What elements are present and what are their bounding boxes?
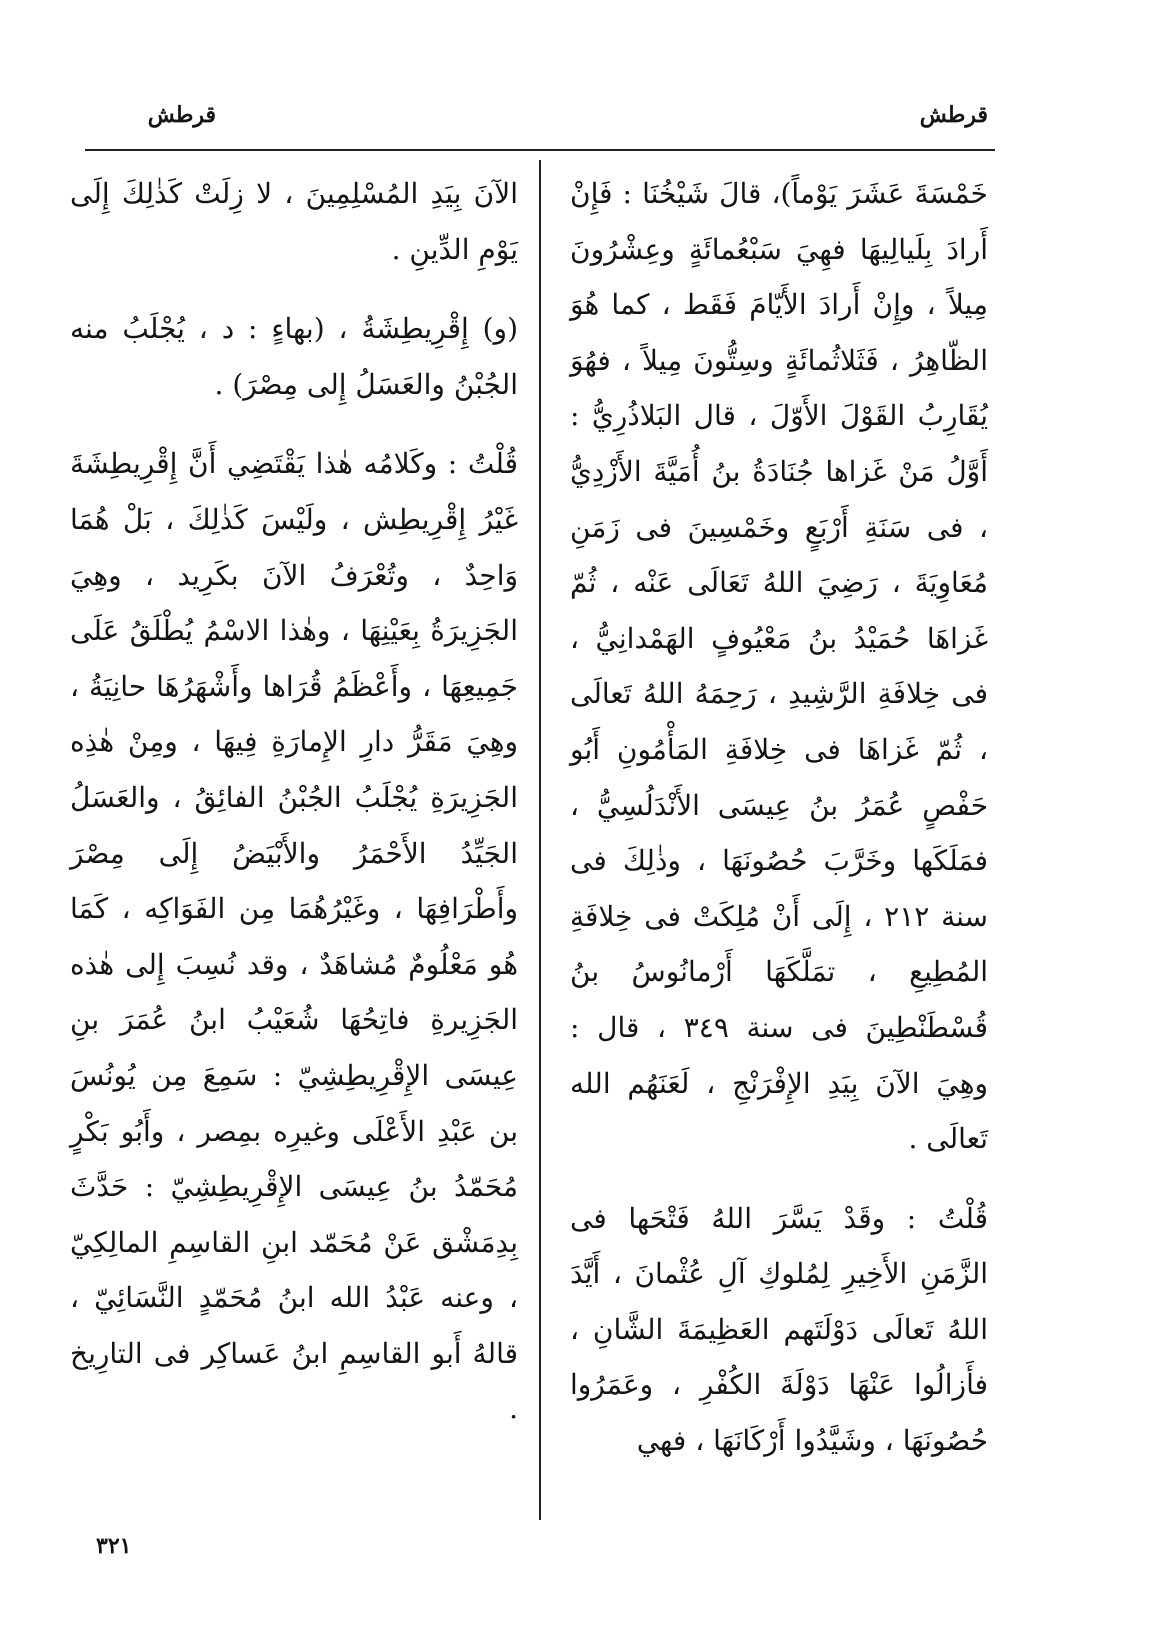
column-divider xyxy=(539,160,541,1520)
right-column-paragraph-1: خَمْسَةَ عَشَرَ يَوْماً)، قالَ شَيْخُنَا : فَإِنْ أَرادَ بِلَيالِيهَا فهِيَ سَبْعُمائَةٍ وعِشْرُونَ مِيلاً ، وإِنْ أَرادَ الأَيّامَ فَقَط ، كما هُوَ الظّاهِرُ ، فَثَلاثُمائَةٍ وسِتُّونَ مِيلاً ، فهُوَ يُقَارِبُ القَوْلَ الأَوّلَ ، قال البَلاذُرِيُّ : أَوَّلُ مَنْ غَزاها جُنَادَةُ بنُ أُمَيَّةَ الأَزْدِيُّ ، فى سَنَةِ أَرْبَعٍ وخَمْسِينَ فى زَمَنِ مُعَاوِيَةَ ، رَضِيَ اللهُ تَعَالَى عَنْه ، ثُمّ غَزاهَا حُمَيْدُ بنُ مَعْيُوفٍ الهَمْدانِيُّ ، فى خِلافَةِ الرَّشِيدِ ، رَحِمَهُ اللهُ تَعالَى ، ثُمّ غَزاهَا فى خِلافَةِ المَأْمُونِ أَبُو حَفْصٍ عُمَرُ بنُ عِيسَى الأَنْدَلُسِيُّ ، فمَلَكَها وخَرَّبَ حُصُونَهَا ، وذٰلِكَ فى سنة ٢١٢ ، إِلَى أَنْ مُلِكَتْ فى خِلافَةِ المُطِيعِ ، تمَلَّكَهَا أَرْمانُوسُ بنُ قُسْطَنْطِينَ فى سنة ٣٤٩ ، قال : وهِيَ الآنَ بِيَدِ الإِفْرَنْجِ ، لَعَنَهُم الله تَعالَى . xyxy=(570,177,989,1156)
left-column-paragraph-2: (و) إِقْرِيطِشَةُ ، (بهاءٍ : د ، يُجْلَبُ منه الجُبْنُ والعَسَلُ إِلى مِصْرَ) . xyxy=(70,312,518,401)
right-column xyxy=(570,166,988,1469)
running-header-right: قرطش xyxy=(919,102,988,128)
left-column-paragraph-3: قُلْتُ : وكَلامُه هٰذا يَقْتَضِي أَنَّ إِقْرِيطِشَةَ غَيْرُ إِقْرِيطِش ، ولَيْسَ كَذٰلِكَ ، بَلْ هُمَا وَاحِدٌ ، وتُعْرَفُ الآنَ بكَرِيد ، وهِيَ الجَزِيرَةُ بِعَيْنِهَا ، وهٰذا الاسْمُ يُطْلَقُ عَلَى جَمِيعِهَا ، وأَعْظَمُ قُرَاها وأَشْهَرُهَا حانِيَةُ ، وهِيَ مَقَرُّ دارِ الإِمارَةِ فِيهَا ، ومِنْ هٰذِه الجَزِيرَةِ يُجْلَبُ الجُبْنُ الفائِقُ ، والعَسَلُ الجَيِّدُ الأَحْمَرُ والأَبْيَضُ إِلَى مِصْرَ وأَطْرَافِهَا ، وغَيْرُهُمَا مِن الفَوَاكِه ، كَمَا هُو مَعْلُومٌ مُشاهَدٌ ، وقد نُسِبَ إِلى هٰذه الجَزِيرةِ فاتِحُهَا شُعَيْبُ ابنُ عُمَرَ بنِ عِيسَى الإِقْرِيطِشِيّ : سَمِعَ مِن يُونُسَ بن عَبْدِ الأَعْلَى وغيرِه بمِصر ، وأَبُو بَكْرٍ مُحَمّدُ بنُ عِيسَى الإِقْرِيطِشِيّ : حَدَّثَ بِدِمَشْق عَنْ مُحَمّد ابنِ القاسِمِ المالِكِيّ ، وعنه عَبْدُ الله ابنُ مُحَمّدٍ النَّسَائِيّ ، قالهُ أَبو القاسِمِ ابنُ عَساكِر فى التارِيخ . xyxy=(70,447,518,1426)
left-column xyxy=(70,166,518,1437)
left-column-paragraph-1: الآنَ بِيَدِ المُسْلِمِينَ ، لا زِلَتْ كَذٰلِكَ إِلَى يَوْمِ الدِّينِ . xyxy=(70,177,518,266)
header-rule xyxy=(85,149,995,151)
page-number: ٣٢١ xyxy=(96,1533,132,1559)
right-column-paragraph-2: قُلْتُ : وقَدْ يَسَّرَ اللهُ فَتْحَها فى الزَّمَنِ الأَخِيرِ لِمُلوكِ آلِ عُثْمانَ ، أَيَّدَ اللهُ تَعالَى دَوْلَتَهم العَظِيمَةَ الشَّانِ ، فأَزالُوا عَنْهَا دَوْلَةَ الكُفْرِ ، وعَمَرُوا حُصُونَهَا ، وشَيَّدُوا أَرْكَانَهَا ، فهي xyxy=(570,1201,988,1458)
running-header-left: قرطش xyxy=(147,102,216,128)
